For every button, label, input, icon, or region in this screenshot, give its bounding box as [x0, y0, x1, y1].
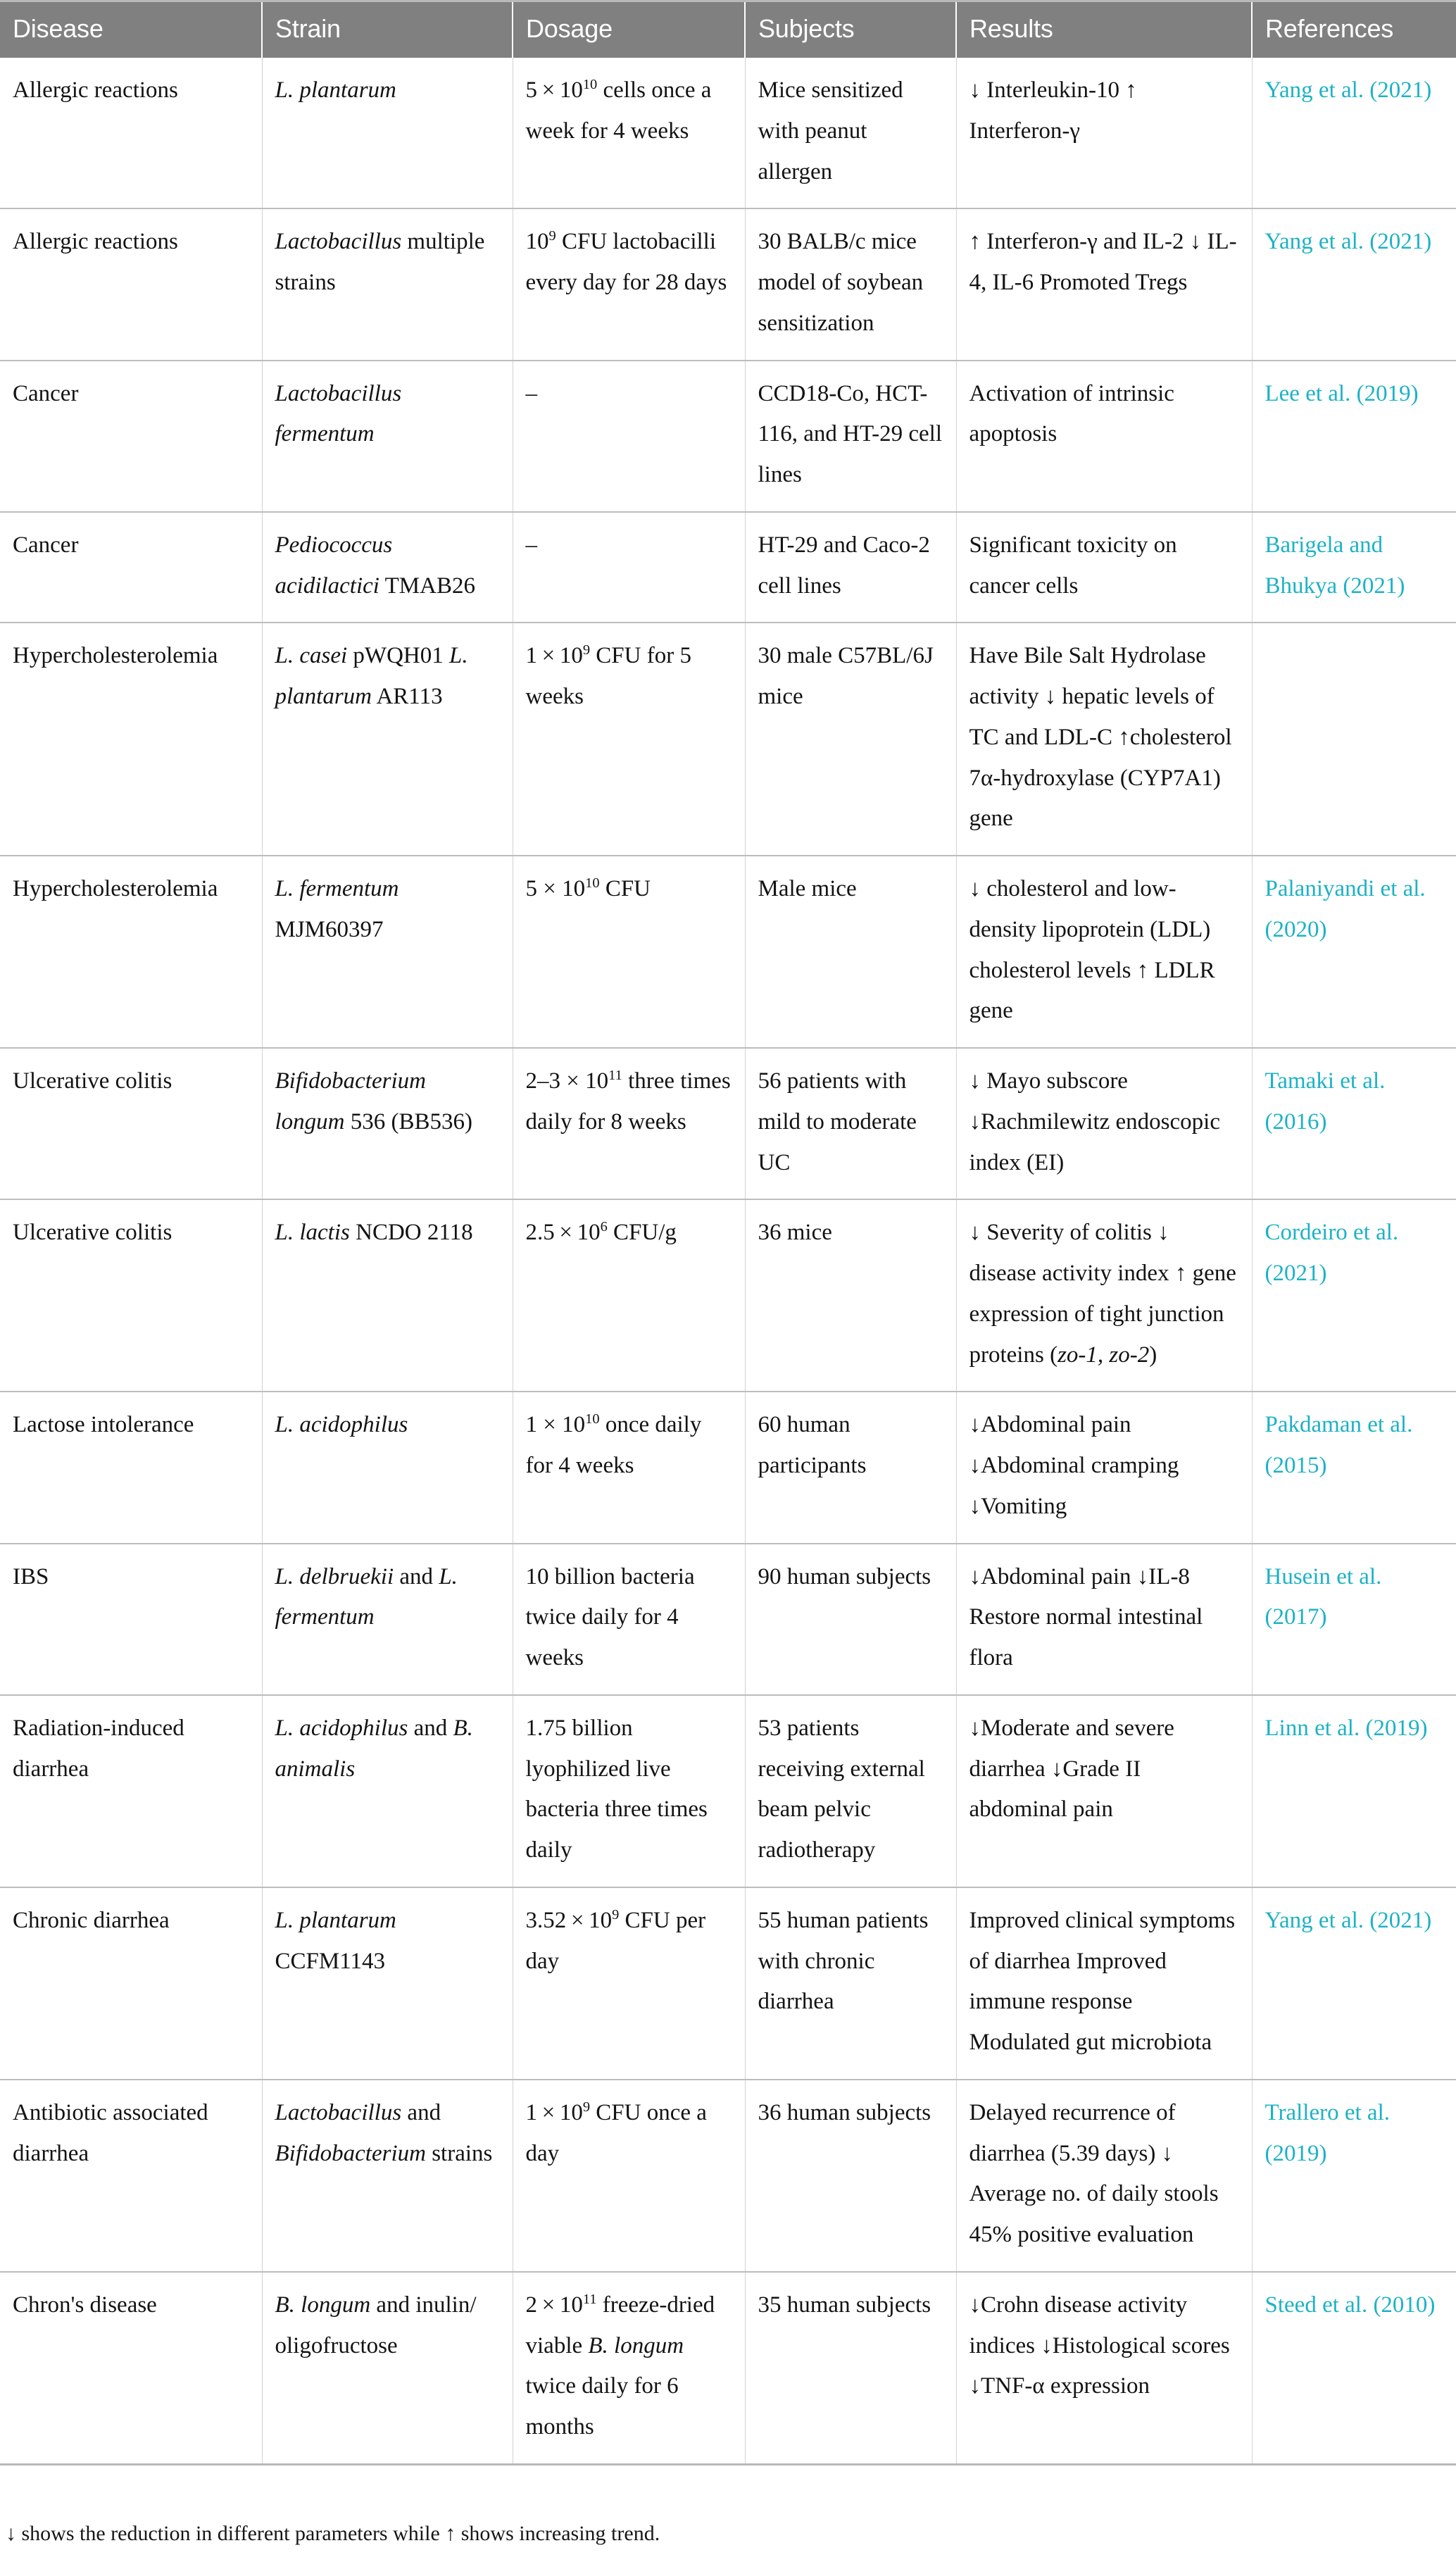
- table-row: [0, 361, 1456, 512]
- table-row: [0, 1392, 1456, 1543]
- reference-link[interactable]: Barigela and Bhukya (2021): [1264, 532, 1405, 599]
- cell-dosage: 1.75 billion lyophilized live bacteria three times daily: [513, 1695, 745, 1887]
- table-row: [0, 1887, 1456, 2080]
- column-header-dosage: Dosage: [513, 1, 745, 58]
- cell-dosage: $2.5 \times 10^6$ CFU/g: [513, 1199, 745, 1392]
- cell-subjects: 90 human subjects: [745, 1544, 956, 1695]
- cell-subjects: 36 human subjects: [745, 2080, 956, 2272]
- cell-subjects: 30 BALB/c mice model of soybean sensitization: [745, 208, 956, 360]
- cell-strain: L. delbruekii and L. fermentum: [262, 1544, 513, 1695]
- table-row: [0, 2272, 1456, 2465]
- reference-link[interactable]: Steed et al. (2010): [1264, 2292, 1436, 2318]
- column-header-references: References: [1252, 1, 1456, 58]
- cell-results: Have Bile Salt Hydrolase activity ↓ hepatic levels of TC and LDL-C ↑cholesterol 7α-hydroxylase (CYP7A1) gene: [956, 623, 1252, 856]
- table-row: [0, 512, 1456, 623]
- cell-strain: L. plantarum: [262, 58, 513, 208]
- cell-strain: L. acidophilus and B. animalis: [262, 1695, 513, 1887]
- cell-reference[interactable]: [1252, 2272, 1456, 2465]
- table-body: [0, 58, 1456, 2464]
- cell-disease: Chron's disease: [0, 2272, 262, 2465]
- cell-results: Delayed recurrence of diarrhea (5.39 days) ↓ Average no. of daily stools 45% positive evaluation: [956, 2080, 1252, 2272]
- cell-reference[interactable]: [1252, 1048, 1456, 1199]
- cell-subjects: 35 human subjects: [745, 2272, 956, 2465]
- cell-dosage: –: [513, 361, 745, 512]
- cell-strain: B. longum and inulin/ oligofructose: [262, 2272, 513, 2465]
- cell-results: Activation of intrinsic apoptosis: [956, 361, 1252, 512]
- cell-disease: Allergic reactions: [0, 58, 262, 208]
- reference-link[interactable]: Lee et al. (2019): [1264, 380, 1419, 406]
- reference-link[interactable]: Palaniyandi et al. (2020): [1264, 876, 1426, 942]
- cell-reference: [1252, 623, 1456, 856]
- cell-disease: Chronic diarrhea: [0, 1887, 262, 2080]
- cell-disease: Hypercholesterolemia: [0, 623, 262, 856]
- cell-results: ↑ Interferon-γ and IL-2 ↓ IL-4, IL-6 Promoted Tregs: [956, 208, 1252, 360]
- cell-results: ↓ Interleukin-10 ↑ Interferon-γ: [956, 58, 1252, 208]
- cell-strain: Bifidobacterium longum 536 (BB536): [262, 1048, 513, 1199]
- cell-dosage: 10 billion bacteria twice daily for 4 weeks: [513, 1544, 745, 1695]
- cell-results: Significant toxicity on cancer cells: [956, 512, 1252, 623]
- table-row: [0, 1544, 1456, 1695]
- header-row: [0, 1, 1456, 58]
- cell-dosage: $5 \times 10^{10}$ cells once a week for 4 weeks: [513, 58, 745, 208]
- cell-strain: L. lactis NCDO 2118: [262, 1199, 513, 1392]
- cell-results: ↓ Severity of colitis ↓ disease activity index ↑ gene expression of tight junction proteins (zo-1, zo-2): [956, 1199, 1252, 1392]
- cell-reference[interactable]: [1252, 1199, 1456, 1392]
- cell-strain: L. plantarum CCFM1143: [262, 1887, 513, 2080]
- reference-link[interactable]: Pakdaman et al. (2015): [1264, 1412, 1413, 1478]
- cell-reference[interactable]: [1252, 2080, 1456, 2272]
- cell-dosage: $5 \times 10^{10}$ CFU: [513, 856, 745, 1048]
- cell-strain: Pediococcus acidilactici TMAB26: [262, 512, 513, 623]
- cell-reference[interactable]: [1252, 58, 1456, 208]
- cell-subjects: CCD18-Co, HCT-116, and HT-29 cell lines: [745, 361, 956, 512]
- table-row: [0, 623, 1456, 856]
- cell-dosage: $3.52 \times 10^9$ CFU per day: [513, 1887, 745, 2080]
- cell-strain: Lactobacillus fermentum: [262, 361, 513, 512]
- cell-disease: Ulcerative colitis: [0, 1048, 262, 1199]
- table-row: [0, 1695, 1456, 1887]
- cell-reference[interactable]: [1252, 512, 1456, 623]
- cell-subjects: 56 patients with mild to moderate UC: [745, 1048, 956, 1199]
- cell-results: ↓ cholesterol and low-density lipoprotein (LDL) cholesterol levels ↑ LDLR gene: [956, 856, 1252, 1048]
- cell-subjects: 36 mice: [745, 1199, 956, 1392]
- cell-dosage: $1 \times 10^9$ CFU for 5 weeks: [513, 623, 745, 856]
- reference-link[interactable]: Tamaki et al. (2016): [1264, 1068, 1386, 1135]
- cell-dosage: $1 \times 10^9$ CFU once a day: [513, 2080, 745, 2272]
- table-header: [0, 1, 1456, 58]
- reference-link[interactable]: Cordeiro et al. (2021): [1264, 1220, 1399, 1286]
- cell-subjects: Mice sensitized with peanut allergen: [745, 58, 956, 208]
- table-row: [0, 1199, 1456, 1392]
- cell-subjects: 60 human participants: [745, 1392, 956, 1543]
- cell-results: ↓ Mayo subscore ↓Rachmilewitz endoscopic index (EI): [956, 1048, 1252, 1199]
- cell-reference[interactable]: [1252, 1695, 1456, 1887]
- column-header-subjects: Subjects: [745, 1, 956, 58]
- cell-dosage: $10^9$ CFU lactobacilli every day for 28 days: [513, 208, 745, 360]
- column-header-results: Results: [956, 1, 1252, 58]
- cell-strain: Lactobacillus multiple strains: [262, 208, 513, 360]
- cell-dosage: $2-3 \times 10^{11}$ three times daily for 8 weeks: [513, 1048, 745, 1199]
- cell-disease: Hypercholesterolemia: [0, 856, 262, 1048]
- cell-dosage: $2 \times 10^{11}$ freeze-dried viable B. longum twice daily for 6 months: [513, 2272, 745, 2465]
- reference-link[interactable]: Yang et al. (2021): [1264, 229, 1432, 255]
- cell-dosage: $1 \times 10^{10}$ once daily for 4 weeks: [513, 1392, 745, 1543]
- table-footnote: ↓ shows the reduction in different parameters while ↑ shows increasing trend.: [6, 2521, 660, 2545]
- table-row: [0, 2080, 1456, 2272]
- cell-disease: Allergic reactions: [0, 208, 262, 360]
- cell-strain: L. fermentum MJM60397: [262, 856, 513, 1048]
- cell-results: ↓Abdominal pain ↓Abdominal cramping ↓Vomiting: [956, 1392, 1252, 1543]
- cell-results: ↓Abdominal pain ↓IL-8 Restore normal intestinal flora: [956, 1544, 1252, 1695]
- cell-dosage: –: [513, 512, 745, 623]
- cell-subjects: 30 male C57BL/6J mice: [745, 623, 956, 856]
- cell-reference[interactable]: [1252, 1392, 1456, 1543]
- cell-results: ↓Moderate and severe diarrhea ↓Grade II abdominal pain: [956, 1695, 1252, 1887]
- cell-reference[interactable]: [1252, 1544, 1456, 1695]
- cell-reference[interactable]: [1252, 361, 1456, 512]
- cell-disease: Radiation-induced diarrhea: [0, 1695, 262, 1887]
- cell-results: Improved clinical symptoms of diarrhea Improved immune response Modulated gut microbiota: [956, 1887, 1252, 2080]
- cell-strain: L. casei pWQH01 L. plantarum AR113: [262, 623, 513, 856]
- reference-link[interactable]: Yang et al. (2021): [1264, 77, 1432, 103]
- column-header-disease: Disease: [0, 1, 262, 58]
- cell-subjects: HT-29 and Caco-2 cell lines: [745, 512, 956, 623]
- cell-strain: Lactobacillus and Bifidobacterium strains: [262, 2080, 513, 2272]
- cell-reference[interactable]: [1252, 856, 1456, 1048]
- cell-subjects: 53 patients receiving external beam pelvic radiotherapy: [745, 1695, 956, 1887]
- cell-reference[interactable]: [1252, 1887, 1456, 2080]
- reference-link[interactable]: Husein et al. (2017): [1264, 1563, 1382, 1630]
- cell-subjects: 55 human patients with chronic diarrhea: [745, 1887, 956, 2080]
- cell-strain: L. acidophilus: [262, 1392, 513, 1543]
- cell-results: ↓Crohn disease activity indices ↓Histological scores ↓TNF-α expression: [956, 2272, 1252, 2465]
- table-row: [0, 856, 1456, 1048]
- reference-link[interactable]: Linn et al. (2019): [1264, 1715, 1428, 1741]
- cell-disease: Lactose intolerance: [0, 1392, 262, 1543]
- cell-disease: Ulcerative colitis: [0, 1199, 262, 1392]
- cell-disease: Cancer: [0, 361, 262, 512]
- reference-link[interactable]: Trallero et al. (2019): [1264, 2099, 1390, 2166]
- cell-subjects: Male mice: [745, 856, 956, 1048]
- reference-link[interactable]: Yang et al. (2021): [1264, 1907, 1432, 1933]
- column-header-strain: Strain: [262, 1, 513, 58]
- table-row: [0, 1048, 1456, 1199]
- cell-disease: Cancer: [0, 512, 262, 623]
- table-row: [0, 208, 1456, 360]
- cell-reference[interactable]: [1252, 208, 1456, 360]
- cell-disease: IBS: [0, 1544, 262, 1695]
- table-row: [0, 58, 1456, 208]
- cell-disease: Antibiotic associated diarrhea: [0, 2080, 262, 2272]
